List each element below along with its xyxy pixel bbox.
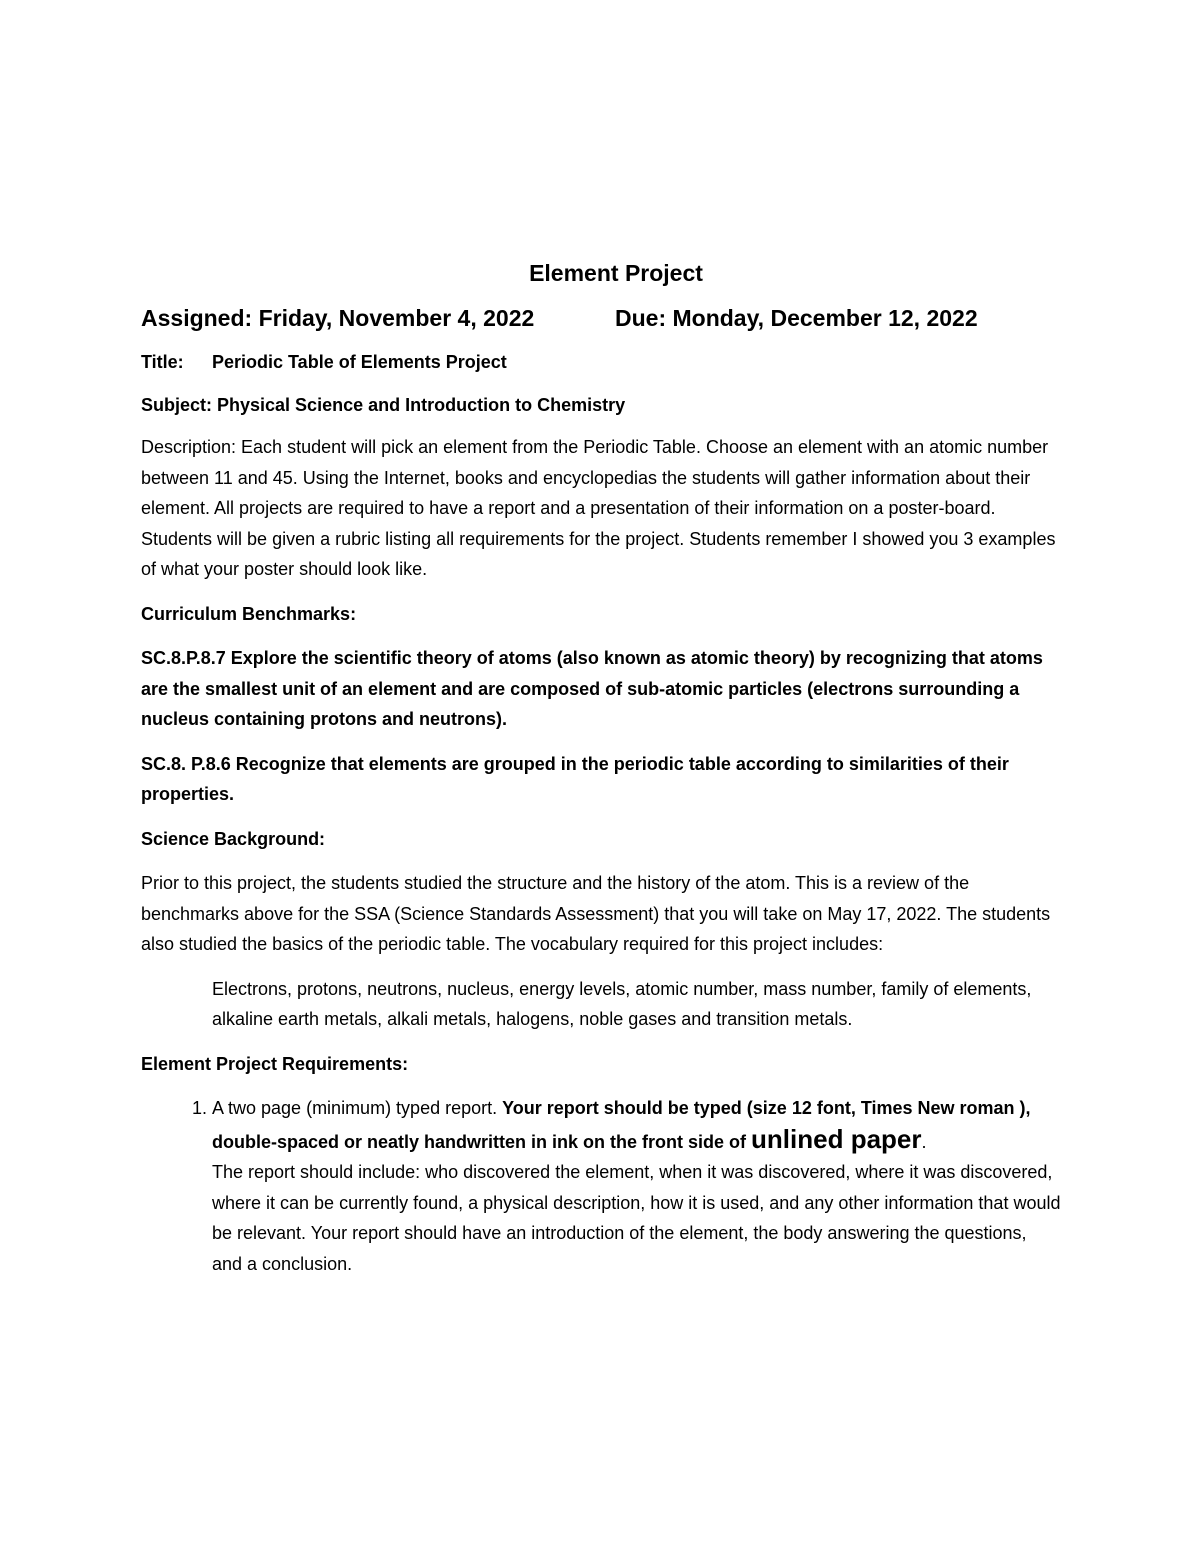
title-value: Periodic Table of Elements Project — [212, 352, 507, 372]
req1-period: . — [921, 1131, 927, 1152]
req1-details: The report should include: who discovered the element, when it was discovered, where it was discovered, where it can be currently found, a physical description, how it is used, and any other information that would be relevant. Your report should have an introduction of the element, the body answering the questions, and a conclusion. — [212, 1162, 1061, 1274]
background-heading: Science Background: — [141, 828, 326, 849]
document-body — [141, 258, 1061, 1279]
benchmark-sc-8-p-8-7: SC.8.P.8.7 Explore the scientific theory of atoms (also known as atomic theory) by recognizing that atoms are the smallest unit of an element and are composed of sub-atomic particles (electrons surrounding a nucleus containing protons and neutrons). — [141, 648, 1043, 729]
title-row — [141, 347, 1061, 378]
page-title: Element Project — [529, 260, 703, 286]
due-date: Due: Monday, December 12, 2022 — [615, 304, 978, 331]
requirements-heading: Element Project Requirements: — [141, 1053, 409, 1074]
requirements-list — [141, 1093, 1061, 1279]
req1-format-instructions: Your report should be typed (size 12 font, Times New roman ), double-spaced or neatly handwritten in ink on the front side of — [212, 1098, 1031, 1152]
benchmarks-heading: Curriculum Benchmarks: — [141, 603, 357, 624]
assigned-date: Assigned: Friday, November 4, 2022 — [141, 304, 535, 331]
description-paragraph: Description: Each student will pick an element from the Periodic Table. Choose an element with an atomic number between 11 and 45. Using the Internet, books and encyclopedias the students will gather information about their element. All projects are required to have a report and a presentation of their information on a poster-board. Students will be given a rubric listing all requirements for the project. Students remember I showed you 3 examples of what your poster should look like. — [141, 437, 1056, 579]
dates-row — [141, 303, 1061, 334]
benchmark-sc-8-p-8-6: SC.8. P.8.6 Recognize that elements are grouped in the periodic table according to similarities of their properties. — [141, 753, 1009, 804]
vocabulary-list: Electrons, protons, neutrons, nucleus, energy levels, atomic number, mass number, family of elements, alkaline earth metals, alkali metals, halogens, noble gases and transition metals. — [212, 978, 1032, 1029]
title-label: Title: — [141, 352, 184, 372]
list-item — [212, 1093, 1061, 1279]
background-paragraph: Prior to this project, the students studied the structure and the history of the atom. This is a review of the benchmarks above for the SSA (Science Standards Assessment) that you will take on May 17, 2022. The students also studied the basics of the periodic table. The vocabulary required for this project includes: — [141, 873, 1051, 954]
req1-intro: A two page (minimum) typed report. — [212, 1098, 503, 1118]
req1-unlined-paper: unlined paper — [751, 1123, 922, 1154]
subject-line: Subject: Physical Science and Introduction to Chemistry — [141, 394, 626, 415]
